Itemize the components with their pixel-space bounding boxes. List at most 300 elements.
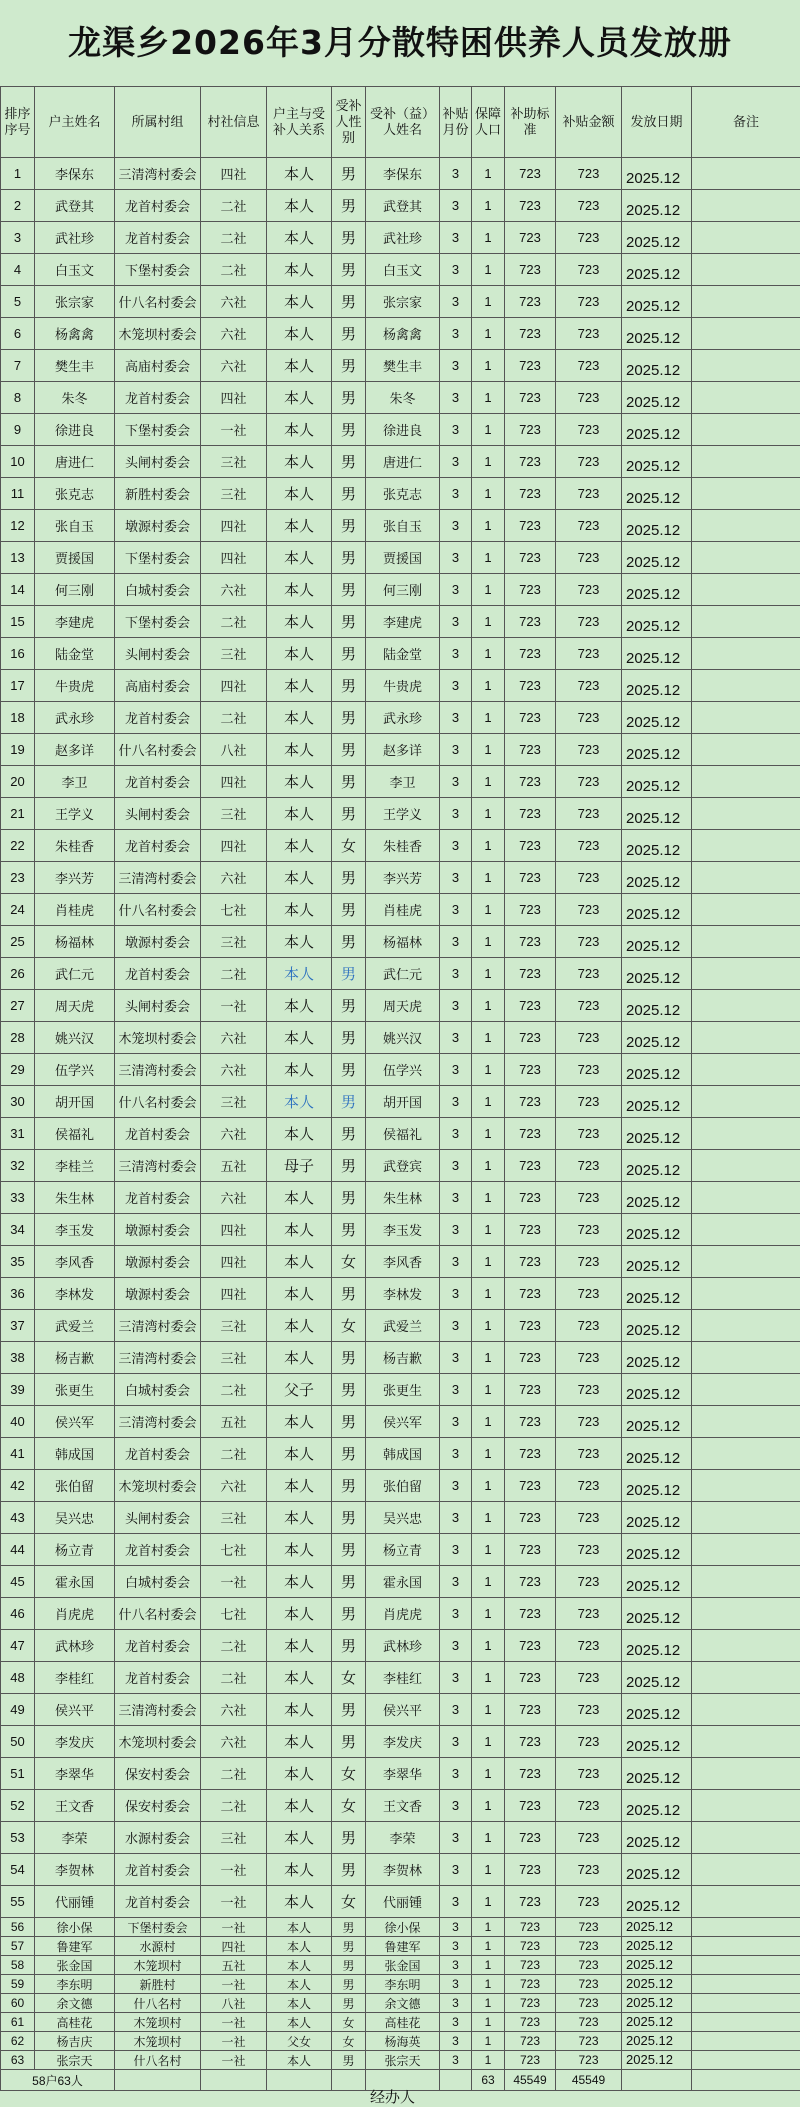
cell-recipient: 牛贵虎 — [366, 670, 440, 702]
cell-date: 2025.12 — [622, 414, 692, 446]
cell-no: 7 — [1, 350, 35, 382]
cell-date: 2025.12 — [622, 1662, 692, 1694]
cell-owner: 白玉文 — [35, 254, 115, 286]
table-row — [1, 382, 800, 414]
cell-note — [692, 926, 800, 958]
cell-recipient: 李东明 — [366, 1975, 440, 1994]
cell-date: 2025.12 — [622, 702, 692, 734]
cell-owner: 赵多详 — [35, 734, 115, 766]
table-row — [1, 1022, 800, 1054]
cell-no: 24 — [1, 894, 35, 926]
cell-people: 1 — [472, 1022, 505, 1054]
cell-sex: 女 — [332, 2013, 366, 2032]
cell-no: 12 — [1, 510, 35, 542]
cell-people: 1 — [472, 510, 505, 542]
cell-date: 2025.12 — [622, 1694, 692, 1726]
cell-no: 42 — [1, 1470, 35, 1502]
cell-amount: 723 — [556, 510, 622, 542]
cell-sex: 男 — [332, 158, 366, 190]
cell-group: 五社 — [201, 1956, 267, 1975]
cell-months: 3 — [440, 1086, 472, 1118]
cell-no: 63 — [1, 2051, 35, 2070]
cell-relation: 本人 — [267, 894, 332, 926]
cell-amount: 723 — [556, 1310, 622, 1342]
cell-amount: 723 — [556, 254, 622, 286]
cell-recipient: 王文香 — [366, 1790, 440, 1822]
cell-no: 22 — [1, 830, 35, 862]
cell-sex: 男 — [332, 1374, 366, 1406]
cell-group: 二社 — [201, 1662, 267, 1694]
cell-months: 3 — [440, 1886, 472, 1918]
cell-group: 四社 — [201, 510, 267, 542]
table-row — [1, 1086, 800, 1118]
cell-relation: 本人 — [267, 1214, 332, 1246]
cell-village: 下堡村委会 — [115, 414, 201, 446]
cell-sex: 男 — [332, 222, 366, 254]
cell-relation: 本人 — [267, 798, 332, 830]
cell-date: 2025.12 — [622, 222, 692, 254]
cell-note — [692, 1310, 800, 1342]
cell-owner: 张金国 — [35, 1956, 115, 1975]
cell-recipient: 武登宾 — [366, 1150, 440, 1182]
cell-sex: 男 — [332, 1278, 366, 1310]
cell-recipient: 李贺林 — [366, 1854, 440, 1886]
table-row — [1, 1790, 800, 1822]
cell-note — [692, 1854, 800, 1886]
cell-people: 1 — [472, 1086, 505, 1118]
cell-owner: 杨禽禽 — [35, 318, 115, 350]
cell-recipient: 王学义 — [366, 798, 440, 830]
cell-date: 2025.12 — [622, 350, 692, 382]
cell-relation: 本人 — [267, 1118, 332, 1150]
header-standard: 补助标准 — [505, 87, 556, 158]
header-no: 排序序号 — [1, 87, 35, 158]
cell-no: 56 — [1, 1918, 35, 1937]
table-row — [1, 894, 800, 926]
cell-months: 3 — [440, 1438, 472, 1470]
cell-amount: 723 — [556, 1086, 622, 1118]
cell-no: 23 — [1, 862, 35, 894]
table-row — [1, 926, 800, 958]
cell-date: 2025.12 — [622, 958, 692, 990]
table-row — [1, 1886, 800, 1918]
cell-amount: 723 — [556, 958, 622, 990]
cell-no: 26 — [1, 958, 35, 990]
table-row — [1, 222, 800, 254]
cell-standard: 723 — [505, 862, 556, 894]
cell-relation: 父子 — [267, 1374, 332, 1406]
cell-standard: 723 — [505, 446, 556, 478]
cell-no: 1 — [1, 158, 35, 190]
cell-group: 八社 — [201, 1994, 267, 2013]
cell-standard: 723 — [505, 1918, 556, 1937]
table-row — [1, 1854, 800, 1886]
cell-amount: 723 — [556, 1937, 622, 1956]
cell-group: 四社 — [201, 670, 267, 702]
cell-months: 3 — [440, 1918, 472, 1937]
cell-recipient: 李桂红 — [366, 1662, 440, 1694]
cell-relation: 母子 — [267, 1150, 332, 1182]
cell-standard: 723 — [505, 1118, 556, 1150]
cell-amount: 723 — [556, 1438, 622, 1470]
cell-months: 3 — [440, 1854, 472, 1886]
cell-months: 3 — [440, 1022, 472, 1054]
cell-date: 2025.12 — [622, 1214, 692, 1246]
cell-sex: 男 — [332, 286, 366, 318]
cell-months: 3 — [440, 1470, 472, 1502]
cell-recipient: 张金国 — [366, 1956, 440, 1975]
cell-no: 60 — [1, 1994, 35, 2013]
cell-no: 3 — [1, 222, 35, 254]
cell-amount: 723 — [556, 1566, 622, 1598]
cell-group: 七社 — [201, 1534, 267, 1566]
cell-standard: 723 — [505, 2032, 556, 2051]
cell-group: 一社 — [201, 1886, 267, 1918]
cell-relation: 本人 — [267, 1956, 332, 1975]
cell-village: 龙首村委会 — [115, 1854, 201, 1886]
cell-people: 1 — [472, 222, 505, 254]
cell-owner: 李发庆 — [35, 1726, 115, 1758]
cell-months: 3 — [440, 926, 472, 958]
cell-note — [692, 1726, 800, 1758]
cell-relation: 本人 — [267, 1790, 332, 1822]
cell-village: 头闸村委会 — [115, 446, 201, 478]
cell-months: 3 — [440, 286, 472, 318]
cell-relation: 本人 — [267, 830, 332, 862]
cell-recipient: 张伯留 — [366, 1470, 440, 1502]
cell-months: 3 — [440, 1534, 472, 1566]
total-blank — [201, 2070, 267, 2091]
cell-village: 头闸村委会 — [115, 638, 201, 670]
cell-village: 下堡村委会 — [115, 542, 201, 574]
cell-sex: 女 — [332, 1758, 366, 1790]
cell-no: 43 — [1, 1502, 35, 1534]
cell-village: 龙首村委会 — [115, 1662, 201, 1694]
cell-group: 三社 — [201, 1342, 267, 1374]
cell-standard: 723 — [505, 766, 556, 798]
cell-recipient: 武社珍 — [366, 222, 440, 254]
cell-sex: 男 — [332, 1975, 366, 1994]
cell-no: 18 — [1, 702, 35, 734]
cell-months: 3 — [440, 1182, 472, 1214]
cell-village: 木笼坝村委会 — [115, 1470, 201, 1502]
cell-note — [692, 574, 800, 606]
cell-recipient: 李兴芳 — [366, 862, 440, 894]
cell-relation: 本人 — [267, 542, 332, 574]
cell-standard: 723 — [505, 1214, 556, 1246]
table-row — [1, 478, 800, 510]
cell-recipient: 杨立青 — [366, 1534, 440, 1566]
cell-recipient: 李卫 — [366, 766, 440, 798]
cell-recipient: 李翠华 — [366, 1758, 440, 1790]
cell-no: 15 — [1, 606, 35, 638]
cell-relation: 本人 — [267, 606, 332, 638]
cell-amount: 723 — [556, 1630, 622, 1662]
cell-no: 46 — [1, 1598, 35, 1630]
cell-sex: 男 — [332, 958, 366, 990]
cell-no: 45 — [1, 1566, 35, 1598]
cell-village: 白城村委会 — [115, 1374, 201, 1406]
cell-note — [692, 414, 800, 446]
cell-months: 3 — [440, 1956, 472, 1975]
cell-village: 三清湾村委会 — [115, 158, 201, 190]
cell-group: 四社 — [201, 382, 267, 414]
table-row — [1, 990, 800, 1022]
cell-amount: 723 — [556, 1758, 622, 1790]
cell-group: 三社 — [201, 1502, 267, 1534]
table-row — [1, 702, 800, 734]
cell-standard: 723 — [505, 1994, 556, 2013]
cell-sex: 男 — [332, 2051, 366, 2070]
cell-recipient: 李发庆 — [366, 1726, 440, 1758]
cell-owner: 侯兴军 — [35, 1406, 115, 1438]
cell-village: 新胜村委会 — [115, 478, 201, 510]
cell-sex: 男 — [332, 1566, 366, 1598]
cell-standard: 723 — [505, 1182, 556, 1214]
cell-people: 1 — [472, 1182, 505, 1214]
cell-date: 2025.12 — [622, 1758, 692, 1790]
cell-months: 3 — [440, 158, 472, 190]
cell-recipient: 张宗天 — [366, 2051, 440, 2070]
cell-amount: 723 — [556, 1342, 622, 1374]
cell-sex: 男 — [332, 1598, 366, 1630]
cell-people: 1 — [472, 2051, 505, 2070]
cell-group: 三社 — [201, 926, 267, 958]
cell-sex: 男 — [332, 1342, 366, 1374]
cell-note — [692, 734, 800, 766]
cell-owner: 李建虎 — [35, 606, 115, 638]
cell-relation: 本人 — [267, 222, 332, 254]
cell-amount: 723 — [556, 766, 622, 798]
cell-village: 三清湾村委会 — [115, 1150, 201, 1182]
cell-no: 9 — [1, 414, 35, 446]
cell-people: 1 — [472, 862, 505, 894]
cell-village: 新胜村 — [115, 1975, 201, 1994]
cell-group: 三社 — [201, 478, 267, 510]
cell-owner: 陆金堂 — [35, 638, 115, 670]
cell-people: 1 — [472, 990, 505, 1022]
cell-owner: 张自玉 — [35, 510, 115, 542]
cell-sex: 男 — [332, 1994, 366, 2013]
cell-amount: 723 — [556, 1975, 622, 1994]
cell-note — [692, 1956, 800, 1975]
cell-date: 2025.12 — [622, 382, 692, 414]
total-blank — [267, 2070, 332, 2091]
cell-note — [692, 1086, 800, 1118]
cell-amount: 723 — [556, 2013, 622, 2032]
cell-no: 29 — [1, 1054, 35, 1086]
table-row — [1, 1342, 800, 1374]
cell-no: 8 — [1, 382, 35, 414]
cell-people: 1 — [472, 1246, 505, 1278]
cell-months: 3 — [440, 478, 472, 510]
cell-owner: 何三刚 — [35, 574, 115, 606]
cell-people: 1 — [472, 382, 505, 414]
cell-note — [692, 1886, 800, 1918]
cell-standard: 723 — [505, 990, 556, 1022]
header-date: 发放日期 — [622, 87, 692, 158]
table-row — [1, 734, 800, 766]
cell-sex: 男 — [332, 542, 366, 574]
cell-standard: 723 — [505, 478, 556, 510]
cell-people: 1 — [472, 1630, 505, 1662]
cell-date: 2025.12 — [622, 1886, 692, 1918]
cell-standard: 723 — [505, 1086, 556, 1118]
cell-group: 四社 — [201, 1278, 267, 1310]
cell-date: 2025.12 — [622, 2032, 692, 2051]
cell-group: 一社 — [201, 2051, 267, 2070]
cell-note — [692, 350, 800, 382]
table-row — [1, 446, 800, 478]
table-row — [1, 2013, 800, 2032]
table-row — [1, 1502, 800, 1534]
cell-relation: 本人 — [267, 1086, 332, 1118]
cell-group: 三社 — [201, 1822, 267, 1854]
cell-sex: 男 — [332, 414, 366, 446]
cell-amount: 723 — [556, 1726, 622, 1758]
cell-relation: 本人 — [267, 382, 332, 414]
cell-standard: 723 — [505, 702, 556, 734]
cell-no: 28 — [1, 1022, 35, 1054]
cell-sex: 男 — [332, 1150, 366, 1182]
cell-amount: 723 — [556, 190, 622, 222]
cell-no: 37 — [1, 1310, 35, 1342]
cell-no: 50 — [1, 1726, 35, 1758]
cell-relation: 本人 — [267, 478, 332, 510]
cell-people: 1 — [472, 1438, 505, 1470]
cell-people: 1 — [472, 478, 505, 510]
cell-months: 3 — [440, 1758, 472, 1790]
cell-date: 2025.12 — [622, 1566, 692, 1598]
cell-group: 七社 — [201, 894, 267, 926]
cell-people: 1 — [472, 1726, 505, 1758]
cell-date: 2025.12 — [622, 670, 692, 702]
cell-relation: 本人 — [267, 1054, 332, 1086]
cell-recipient: 朱生林 — [366, 1182, 440, 1214]
cell-recipient: 张更生 — [366, 1374, 440, 1406]
cell-relation: 本人 — [267, 1918, 332, 1937]
cell-note — [692, 1374, 800, 1406]
cell-relation: 本人 — [267, 958, 332, 990]
cell-recipient: 韩成国 — [366, 1438, 440, 1470]
cell-village: 木笼坝村委会 — [115, 1022, 201, 1054]
cell-amount: 723 — [556, 158, 622, 190]
table-row — [1, 190, 800, 222]
cell-amount: 723 — [556, 862, 622, 894]
cell-no: 44 — [1, 1534, 35, 1566]
cell-group: 四社 — [201, 1214, 267, 1246]
cell-village: 三清湾村委会 — [115, 1406, 201, 1438]
cell-standard: 723 — [505, 510, 556, 542]
cell-standard: 723 — [505, 158, 556, 190]
cell-note — [692, 254, 800, 286]
table-row — [1, 1310, 800, 1342]
cell-people: 1 — [472, 1956, 505, 1975]
cell-group: 六社 — [201, 862, 267, 894]
table-row — [1, 798, 800, 830]
cell-no: 58 — [1, 1956, 35, 1975]
cell-sex: 男 — [332, 926, 366, 958]
cell-people: 1 — [472, 1150, 505, 1182]
cell-recipient: 张宗家 — [366, 286, 440, 318]
cell-relation: 本人 — [267, 1022, 332, 1054]
cell-people: 1 — [472, 894, 505, 926]
cell-standard: 723 — [505, 414, 556, 446]
cell-standard: 723 — [505, 670, 556, 702]
cell-date: 2025.12 — [622, 254, 692, 286]
cell-date: 2025.12 — [622, 1502, 692, 1534]
cell-no: 49 — [1, 1694, 35, 1726]
cell-months: 3 — [440, 510, 472, 542]
header-note: 备注 — [692, 87, 800, 158]
cell-people: 1 — [472, 1886, 505, 1918]
cell-sex: 男 — [332, 862, 366, 894]
cell-village: 三清湾村委会 — [115, 1310, 201, 1342]
cell-standard: 723 — [505, 2051, 556, 2070]
cell-standard: 723 — [505, 1937, 556, 1956]
cell-group: 二社 — [201, 1630, 267, 1662]
cell-relation: 父女 — [267, 2032, 332, 2051]
cell-months: 3 — [440, 766, 472, 798]
cell-date: 2025.12 — [622, 1310, 692, 1342]
cell-months: 3 — [440, 1310, 472, 1342]
cell-recipient: 樊生丰 — [366, 350, 440, 382]
cell-sex: 男 — [332, 670, 366, 702]
total-households: 58户63人 — [1, 2070, 115, 2091]
cell-months: 3 — [440, 1214, 472, 1246]
cell-sex: 男 — [332, 798, 366, 830]
cell-owner: 徐小保 — [35, 1918, 115, 1937]
cell-village: 龙首村委会 — [115, 190, 201, 222]
cell-date: 2025.12 — [622, 734, 692, 766]
cell-relation: 本人 — [267, 862, 332, 894]
cell-relation: 本人 — [267, 1937, 332, 1956]
cell-village: 白城村委会 — [115, 1566, 201, 1598]
cell-sex: 男 — [332, 1534, 366, 1566]
cell-note — [692, 1342, 800, 1374]
cell-relation: 本人 — [267, 1630, 332, 1662]
cell-owner: 伍学兴 — [35, 1054, 115, 1086]
cell-people: 1 — [472, 350, 505, 382]
cell-owner: 李兴芳 — [35, 862, 115, 894]
cell-date: 2025.12 — [622, 926, 692, 958]
cell-owner: 张宗家 — [35, 286, 115, 318]
cell-relation: 本人 — [267, 1310, 332, 1342]
cell-months: 3 — [440, 862, 472, 894]
cell-relation: 本人 — [267, 1822, 332, 1854]
cell-amount: 723 — [556, 1470, 622, 1502]
cell-group: 八社 — [201, 734, 267, 766]
cell-note — [692, 1598, 800, 1630]
cell-standard: 723 — [505, 1054, 556, 1086]
cell-date: 2025.12 — [622, 1534, 692, 1566]
cell-group: 六社 — [201, 1182, 267, 1214]
table-row — [1, 542, 800, 574]
cell-standard: 723 — [505, 1150, 556, 1182]
cell-standard: 723 — [505, 1694, 556, 1726]
cell-amount: 723 — [556, 894, 622, 926]
cell-date: 2025.12 — [622, 1630, 692, 1662]
cell-recipient: 杨禽禽 — [366, 318, 440, 350]
cell-standard: 723 — [505, 222, 556, 254]
cell-owner: 武爱兰 — [35, 1310, 115, 1342]
cell-standard: 723 — [505, 1598, 556, 1630]
cell-date: 2025.12 — [622, 1150, 692, 1182]
cell-people: 1 — [472, 1534, 505, 1566]
cell-group: 一社 — [201, 1918, 267, 1937]
cell-months: 3 — [440, 1726, 472, 1758]
cell-months: 3 — [440, 1598, 472, 1630]
